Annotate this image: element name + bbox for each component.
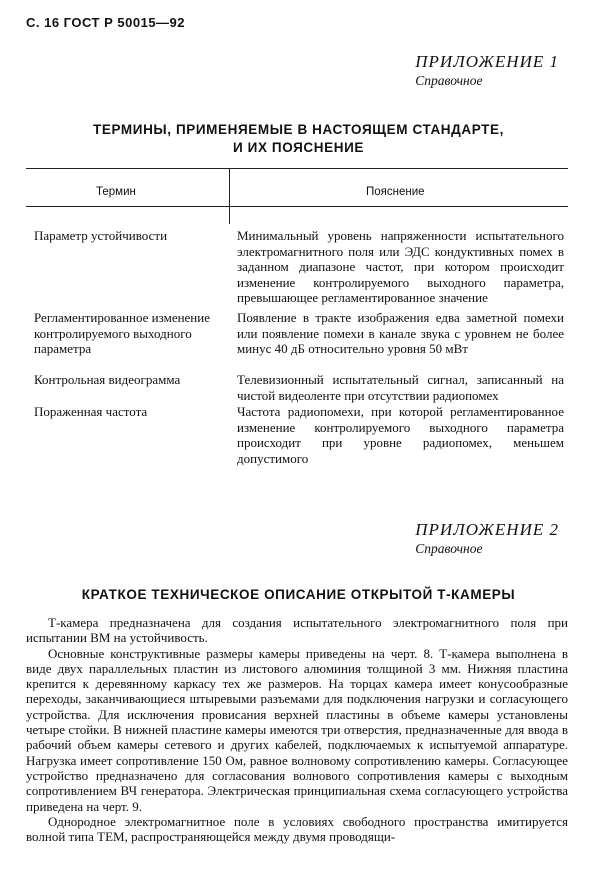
paragraph-3: Однородное электромагнитное поле в условиях свободного пространства имитируется волной типа ТЕМ, распространяющейся между двумя проводящи-	[26, 813, 568, 845]
paragraph-1: Т-камера предназначена для создания испытательного электромагнитного поля при испытании ВМ на устойчивость.	[26, 615, 568, 646]
section-1-title-line1: ТЕРМИНЫ, ПРИМЕНЯЕМЫЕ В НАСТОЯЩЕМ СТАНДАРТЕ,	[93, 122, 504, 137]
table-row-3-term: Контрольная видеограмма	[34, 372, 181, 387]
table-row-4-term: Пораженная частота	[34, 404, 148, 419]
appendix-1-label	[415, 52, 559, 89]
table-row-1-term: Параметр устойчивости	[34, 228, 168, 243]
column-header-explanation: Пояснение	[366, 186, 425, 198]
page-header: С. 16 ГОСТ Р 50015—92	[26, 15, 186, 30]
table-header-rule	[26, 206, 568, 207]
table-row-3-explanation: Телевизионный испытательный сигнал, записанный на чистой видеоленте при отсутствии радиопомех	[237, 372, 564, 403]
appendix-2-label	[415, 520, 559, 557]
table-column-divider	[229, 168, 230, 224]
section-2-title: КРАТКОЕ ТЕХНИЧЕСКОЕ ОПИСАНИЕ ОТКРЫТОЙ Т-КАМЕРЫ	[81, 587, 516, 602]
appendix-2-title: ПРИЛОЖЕНИЕ 2	[415, 520, 559, 539]
section-1-title	[0, 121, 597, 157]
column-header-term: Термин	[96, 186, 136, 198]
table-top-rule	[26, 168, 568, 169]
table-row-2-term: Регламентированное изменение контролируемого выходного параметра	[34, 310, 210, 356]
paragraph-2: Основные конструктивные размеры камеры приведены на черт. 8. Т-камера выполнена в виде двух параллельных пластин из листового алюминия толщиной 3 мм. Нижняя пластина крепится к деревянному каркасу тех же размеров. На торцах камера имеет конусообразные переходы, заканчивающиеся штыревыми разъемами для подключения нагрузки и согласующего устройства. Для исключения провисания верхней пластины в объеме камеры установлены четыре стойки. В нижней пластине камеры имеются три отверстия, предназначенные для ввода в рабочий объем камеры сетевого и других кабелей, подключаемых к испытуемой аппаратуре. Нагрузка имеет сопротивление 150 Ом, равное волновому сопротивлению камеры. Согласующее устройство предназначено для согласования волнового сопротивления камеры с выходным сопротивлением ВЧ генератора. Электрическая принципиальная схема согласующего устройства приведена на черт. 9.	[26, 645, 568, 814]
appendix-1-title: ПРИЛОЖЕНИЕ 1	[415, 52, 559, 71]
appendix-2-subtitle: Справочное	[415, 541, 483, 556]
table-row-2-explanation: Появление в тракте изображения едва заметной помехи или появление помехи в канале звука с уровнем не более минус 40 дБ относительно уровня 50 мВт	[237, 310, 564, 356]
appendix-1-subtitle: Справочное	[415, 73, 483, 88]
terms-table	[26, 168, 568, 464]
table-row-1-explanation: Минимальный уровень напряженности испытательного электромагнитного поля или ЭДС кондуктивных помех в заданном диапазоне частот, при котором происходит изменение контролируемого выходного параметра, превышающее регламентированное значение	[237, 228, 564, 305]
section-1-title-line2: И ИХ ПОЯСНЕНИЕ	[232, 140, 364, 155]
body-text	[26, 615, 568, 844]
table-row-4-explanation: Частота радиопомехи, при которой регламентированное изменение контролируемого выходного параметра происходит при уровне радиопомех, меньшем допустимого	[237, 404, 564, 466]
